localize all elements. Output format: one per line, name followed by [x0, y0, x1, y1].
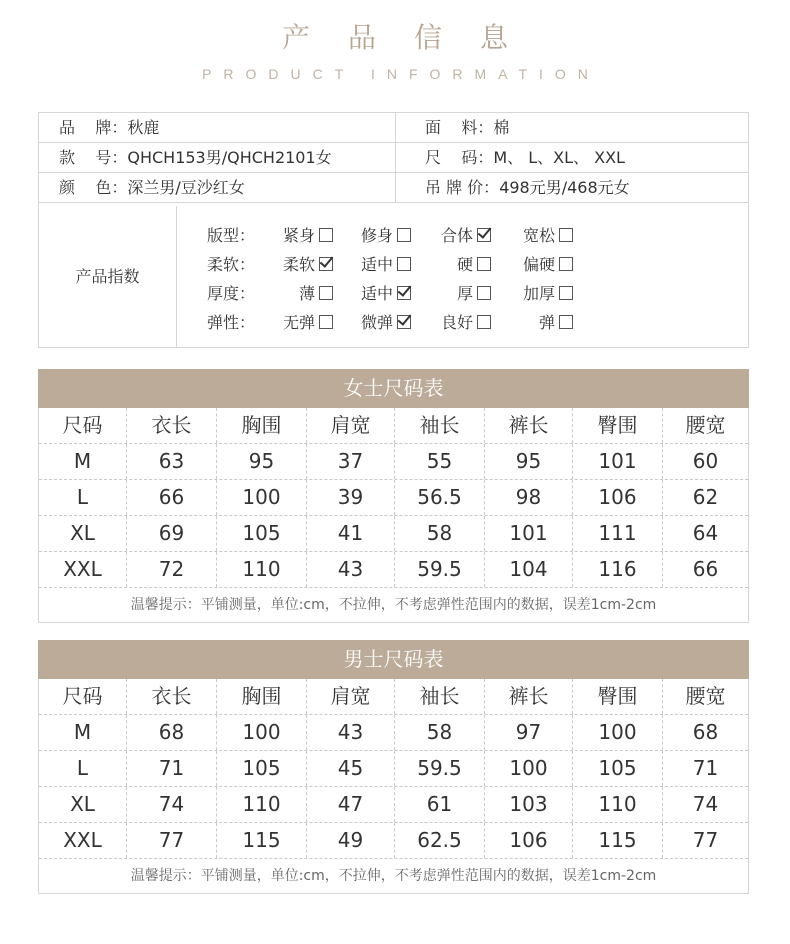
index-option-label: 薄	[298, 284, 315, 303]
men-table-title: 男士尺码表	[38, 640, 749, 679]
product-info-table	[38, 112, 749, 348]
index-row	[207, 252, 747, 281]
table-cell: M	[39, 444, 127, 479]
index-category: 版型：	[207, 226, 256, 245]
checked-checkbox-icon[interactable]	[397, 315, 411, 329]
index-category: 柔软：	[207, 255, 256, 274]
table-cell: 56.5	[395, 480, 485, 515]
index-option[interactable]	[421, 252, 491, 275]
table-header-cell: 尺码	[39, 408, 127, 443]
table-header-cell: 肩宽	[307, 679, 395, 714]
table-cell: 43	[307, 552, 395, 587]
table-header-row	[39, 679, 748, 715]
index-category: 厚度：	[207, 284, 256, 303]
table-cell: 71	[692, 756, 719, 780]
table-cell: L	[39, 751, 127, 786]
table-row	[39, 823, 748, 859]
index-option-label: 紧身	[282, 226, 315, 245]
table-cell: 100	[573, 715, 663, 750]
table-cell: 68	[692, 720, 719, 744]
table-cell: 63	[127, 444, 217, 479]
table-cell: 95	[485, 444, 573, 479]
info-row-brand	[39, 113, 748, 143]
index-row	[207, 310, 747, 339]
table-row	[39, 516, 748, 552]
table-header-cell: 胸围	[217, 408, 307, 443]
table-cell: 116	[573, 552, 663, 587]
index-option-label: 弹	[538, 313, 555, 332]
table-row	[39, 444, 748, 480]
index-option-label: 微弹	[360, 313, 393, 332]
table-cell: 43	[307, 715, 395, 750]
index-option-label: 适中	[360, 284, 393, 303]
color-label: 颜 色：	[59, 178, 128, 197]
index-option-label: 偏硬	[522, 255, 555, 274]
table-header-cell: 尺码	[39, 679, 127, 714]
table-header-cell: 袖长	[395, 679, 485, 714]
checkbox-icon[interactable]	[477, 315, 491, 329]
table-cell: 72	[127, 552, 217, 587]
checked-checkbox-icon[interactable]	[397, 286, 411, 300]
info-row-color	[39, 173, 748, 203]
women-table-title: 女士尺码表	[38, 369, 749, 408]
table-cell: 74	[692, 792, 719, 816]
fabric-label: 面 料：	[425, 118, 494, 137]
table-row	[39, 751, 748, 787]
table-cell: 106	[573, 480, 663, 515]
index-option-label: 厚	[456, 284, 473, 303]
table-header-cell: 臀围	[573, 408, 663, 443]
column-divider	[395, 113, 396, 142]
index-row	[207, 281, 747, 310]
table-row	[39, 787, 748, 823]
index-category: 弹性：	[207, 313, 256, 332]
index-option[interactable]	[263, 223, 333, 246]
table-header-cell: 胸围	[217, 679, 307, 714]
table-cell: 115	[573, 823, 663, 858]
table-cell: 59.5	[395, 751, 485, 786]
checked-checkbox-icon[interactable]	[477, 228, 491, 242]
table-cell: 97	[485, 715, 573, 750]
checkbox-icon[interactable]	[319, 286, 333, 300]
index-option[interactable]	[341, 252, 411, 275]
brand-label: 品 牌：	[59, 118, 128, 137]
table-cell: 47	[307, 787, 395, 822]
index-option-label: 宽松	[522, 226, 555, 245]
table-cell: 77	[692, 828, 719, 852]
table-header-cell: 肩宽	[307, 408, 395, 443]
index-option-label: 良好	[440, 313, 473, 332]
table-cell: 104	[485, 552, 573, 587]
table-cell: 62	[692, 485, 719, 509]
table-cell: 103	[485, 787, 573, 822]
index-option-label: 柔软	[282, 255, 315, 274]
table-cell: 98	[485, 480, 573, 515]
checkbox-icon[interactable]	[319, 315, 333, 329]
table-cell: 58	[395, 715, 485, 750]
fabric-value: 棉	[493, 118, 510, 137]
table-cell: XXL	[39, 823, 127, 858]
page-title: 产品信息	[281, 21, 546, 54]
table-row	[39, 552, 748, 588]
product-index-label: 产品指数	[39, 206, 177, 348]
checkbox-icon[interactable]	[559, 286, 573, 300]
index-option-label: 硬	[456, 255, 473, 274]
model-label: 款 号：	[59, 148, 128, 167]
table-header-cell: 裤长	[485, 679, 573, 714]
checkbox-icon[interactable]	[397, 228, 411, 242]
women-table-note: 温馨提示：平铺测量，单位:cm，不拉伸，不考虑弹性范围内的数据，误差1cm-2cm	[38, 588, 749, 623]
index-option-label: 加厚	[522, 284, 555, 303]
checkbox-icon[interactable]	[319, 228, 333, 242]
table-cell: 66	[127, 480, 217, 515]
index-option[interactable]	[421, 310, 491, 333]
color-value: 深兰男/豆沙红女	[127, 178, 245, 197]
table-cell: XL	[39, 787, 127, 822]
table-cell: 105	[217, 751, 307, 786]
size-label: 尺 码：	[425, 148, 494, 167]
index-option[interactable]	[503, 310, 573, 333]
table-cell: 64	[692, 521, 719, 545]
index-option[interactable]	[421, 223, 491, 246]
index-option-label: 修身	[360, 226, 393, 245]
index-option[interactable]	[263, 310, 333, 333]
table-cell: 49	[307, 823, 395, 858]
table-cell: 115	[217, 823, 307, 858]
index-option[interactable]	[263, 281, 333, 304]
men-table-note: 温馨提示：平铺测量，单位:cm，不拉伸，不考虑弹性范围内的数据，误差1cm-2cm	[38, 859, 749, 894]
table-header-cell: 衣长	[127, 679, 217, 714]
table-cell: 66	[692, 557, 719, 581]
checkbox-icon[interactable]	[559, 315, 573, 329]
table-header-cell: 裤长	[485, 408, 573, 443]
table-cell: 60	[692, 449, 719, 473]
table-cell: 68	[127, 715, 217, 750]
table-cell: 110	[217, 552, 307, 587]
table-cell: 100	[217, 480, 307, 515]
table-cell: 74	[127, 787, 217, 822]
info-row-model	[39, 143, 748, 173]
model-value: QHCH153男/QHCH2101女	[127, 148, 332, 167]
table-cell: 37	[307, 444, 395, 479]
table-cell: 59.5	[395, 552, 485, 587]
index-option[interactable]	[341, 281, 411, 304]
table-cell: 105	[573, 751, 663, 786]
column-divider	[395, 173, 396, 202]
table-row	[39, 480, 748, 516]
price-label: 吊 牌 价：	[425, 178, 500, 197]
table-cell: 45	[307, 751, 395, 786]
table-row	[39, 715, 748, 751]
table-cell: 111	[573, 516, 663, 551]
index-option-label: 合体	[440, 226, 473, 245]
table-cell: 77	[127, 823, 217, 858]
table-cell: 95	[217, 444, 307, 479]
men-size-table	[38, 640, 749, 894]
table-cell: M	[39, 715, 127, 750]
checkbox-icon[interactable]	[559, 257, 573, 271]
table-cell: 100	[485, 751, 573, 786]
index-option-label: 无弹	[282, 313, 315, 332]
brand-value: 秋鹿	[127, 118, 160, 137]
table-cell: 101	[485, 516, 573, 551]
table-cell: 100	[217, 715, 307, 750]
index-row	[207, 223, 747, 252]
table-header-cell: 袖长	[395, 408, 485, 443]
index-option[interactable]	[263, 252, 333, 275]
table-header-cell: 腰宽	[685, 684, 726, 708]
table-cell: 61	[395, 787, 485, 822]
table-cell: 106	[485, 823, 573, 858]
checked-checkbox-icon[interactable]	[319, 257, 333, 271]
index-option[interactable]	[503, 252, 573, 275]
table-header-cell: 衣长	[127, 408, 217, 443]
table-cell: L	[39, 480, 127, 515]
table-cell: 110	[217, 787, 307, 822]
table-cell: 110	[573, 787, 663, 822]
table-cell: 71	[127, 751, 217, 786]
table-cell: XL	[39, 516, 127, 551]
checkbox-icon[interactable]	[559, 228, 573, 242]
table-cell: 41	[307, 516, 395, 551]
women-table-grid	[38, 408, 749, 588]
table-cell: 55	[395, 444, 485, 479]
index-option[interactable]	[503, 223, 573, 246]
table-cell: 69	[127, 516, 217, 551]
table-cell: XXL	[39, 552, 127, 587]
men-table-grid	[38, 679, 749, 859]
table-header-cell: 臀围	[573, 679, 663, 714]
price-value: 498元男/468元女	[499, 178, 630, 197]
column-divider	[395, 143, 396, 172]
table-cell: 105	[217, 516, 307, 551]
index-option[interactable]	[341, 223, 411, 246]
checkbox-icon[interactable]	[477, 286, 491, 300]
checkbox-icon[interactable]	[477, 257, 491, 271]
table-header-row	[39, 408, 748, 444]
index-option[interactable]	[421, 281, 491, 304]
table-cell: 39	[307, 480, 395, 515]
table-header-cell: 腰宽	[685, 413, 726, 437]
size-value: M、 L、XL、 XXL	[493, 148, 625, 167]
index-option[interactable]	[341, 310, 411, 333]
table-cell: 62.5	[395, 823, 485, 858]
checkbox-icon[interactable]	[397, 257, 411, 271]
index-option[interactable]	[503, 281, 573, 304]
index-option-label: 适中	[360, 255, 393, 274]
women-size-table	[38, 369, 749, 623]
table-cell: 58	[395, 516, 485, 551]
table-cell: 101	[573, 444, 663, 479]
page-subtitle: PRODUCT INFORMATION	[202, 66, 600, 82]
